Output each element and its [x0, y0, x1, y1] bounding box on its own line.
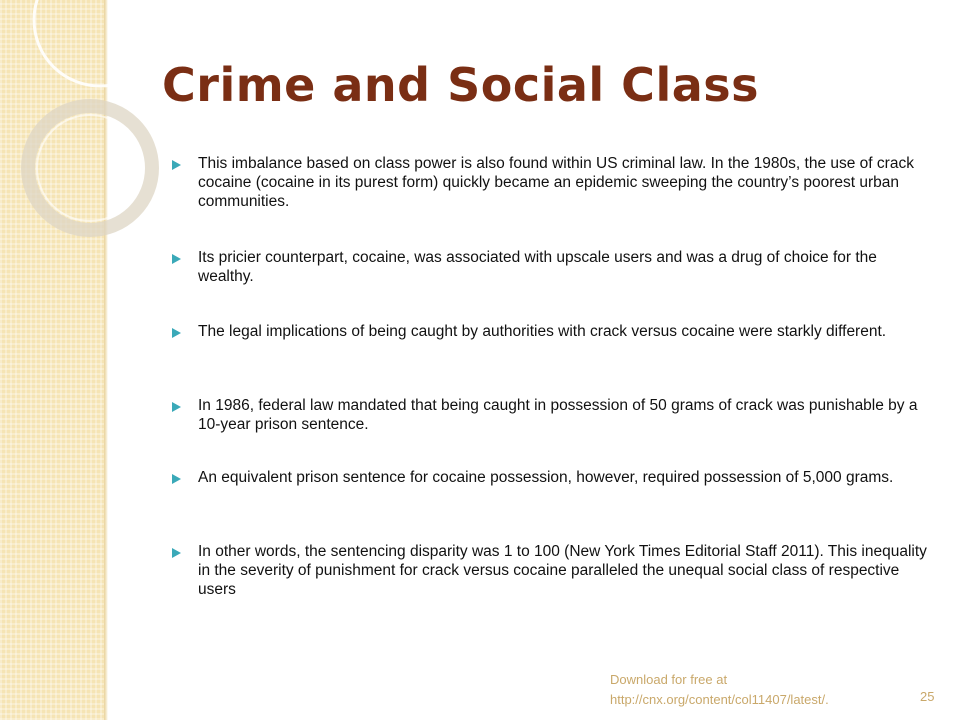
- bullet-text: The legal implications of being caught by authorities with crack versus cocaine were starkly different.: [198, 323, 887, 340]
- bullet-text: An equivalent prison sentence for cocaine possession, however, required possession of 5,000 grams.: [198, 469, 894, 486]
- bullet-arrow-icon: [172, 328, 181, 338]
- bullet-arrow-icon: [172, 160, 181, 170]
- decorative-circles: [0, 0, 200, 260]
- bullet-text: Its pricier counterpart, cocaine, was associated with upscale users and was a drug of choice for the wealthy.: [198, 249, 877, 285]
- bullet-text: In other words, the sentencing disparity was 1 to 100 (New York Times Editorial Staff 2011). This inequality in the severity of punishment for crack versus cocaine paralleled the unequal social class of respective users: [198, 543, 927, 598]
- large-decorative-circle: [34, 0, 166, 86]
- slide-title: Crime and Social Class: [162, 58, 760, 112]
- bullet-arrow-icon: [172, 254, 181, 264]
- bullet-arrow-icon: [172, 548, 181, 558]
- bullet-arrow-icon: [172, 402, 181, 412]
- page-number: 25: [920, 689, 935, 704]
- footer-source: [610, 670, 900, 710]
- ring-inner-highlight: [37, 115, 143, 221]
- footer-source-url[interactable]: http://cnx.org/content/col11407/latest/.: [610, 692, 829, 707]
- footer-source-line: Download for free at: [610, 672, 728, 687]
- ring-decorative-circle: [28, 106, 152, 230]
- bullet-text: This imbalance based on class power is also found within US criminal law. In the 1980s, the use of crack cocaine (cocaine in its purest form) quickly became an epidemic sweeping the country’s poorest urban communities.: [198, 155, 914, 210]
- bullet-arrow-icon: [172, 474, 181, 484]
- bullet-text: In 1986, federal law mandated that being caught in possession of 50 grams of crack was punishable by a 10-year prison sentence.: [198, 397, 918, 433]
